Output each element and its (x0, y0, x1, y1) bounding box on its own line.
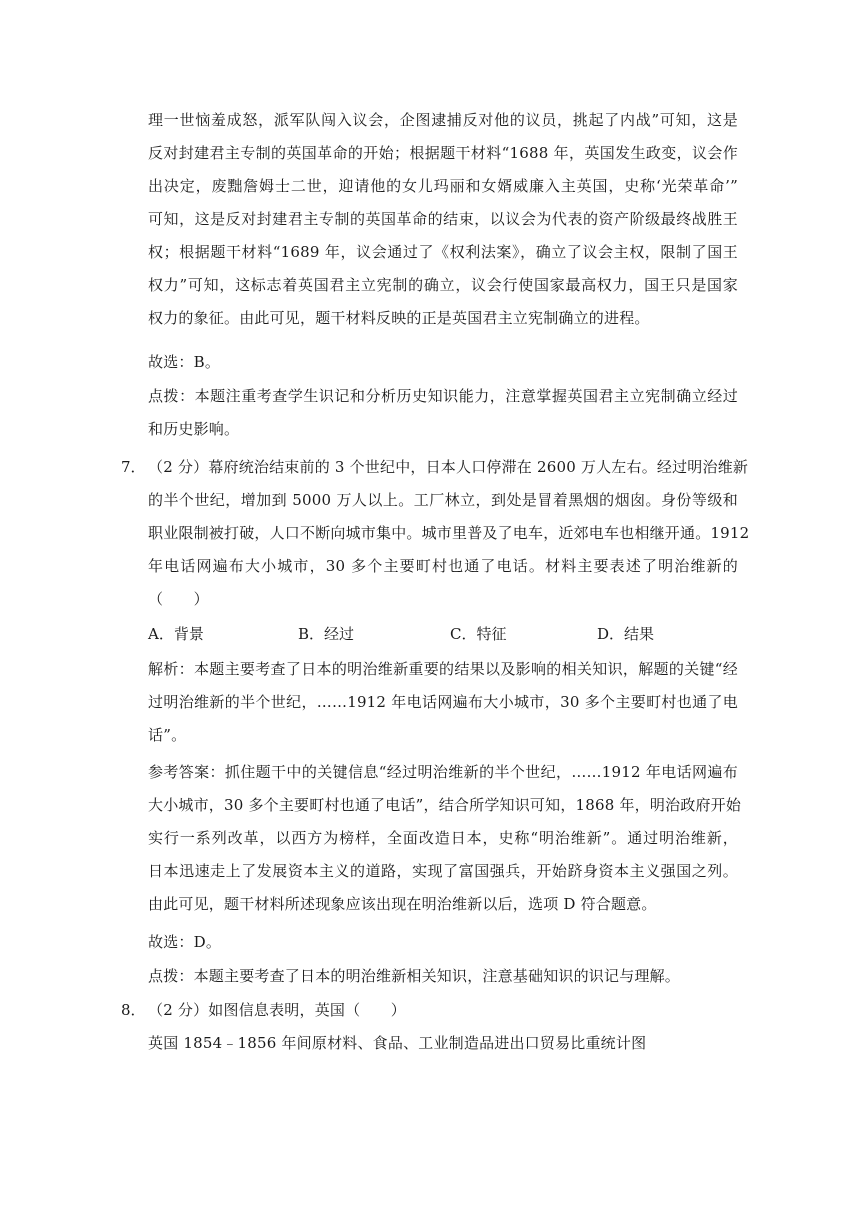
q7-analysis-line: 过明治维新的半个世纪，……1912 年电话网遍布大小城市，30 多个主要町村也通了电 (148, 693, 738, 711)
q6-tip-line: 点拨：本题注重考查学生识记和分析历史知识能力，注意掌握英国君主立宪制确立经过 (148, 387, 738, 405)
q8-stem-text: （2 分）如图信息表明，英国（ ） (148, 1001, 406, 1019)
q7-number: 7． (121, 458, 146, 476)
q7-stem-line: （2 分）幕府统治结束前的 3 个世纪中，日本人口停滞在 2600 万人左右。经过明治维新 (148, 458, 749, 476)
q8-stem (148, 994, 738, 1027)
q7-tip-text: 点拨：本题主要考查了日本的明治维新相关知识，注意基础知识的识记与理解。 (148, 967, 681, 985)
q7-analysis-line: 解析：本题主要考查了日本的明治维新重要的结果以及影响的相关知识，解题的关键“经 (148, 660, 738, 678)
q6-analysis-line: 权力”可知，这标志着英国君主立宪制的确立，议会行使国家最高权力，国王只是国家 (148, 276, 738, 294)
q7-analysis-line: 话”。 (148, 726, 187, 744)
q8-number: 8． (121, 1001, 146, 1019)
q7-answer (148, 926, 738, 959)
q7-reference-line: 实行一系列改革，以西方为榜样，全面改造日本，史称“明治维新”。通过明治维新， (148, 829, 738, 847)
q7-reference-line: 日本迅速走上了发展资本主义的道路，实现了富国强兵，开始跻身资本主义强国之列。 (148, 862, 738, 880)
q7-stem (148, 451, 750, 616)
q7-analysis (148, 653, 738, 752)
q6-analysis (148, 104, 738, 335)
q8-figure-caption-text: 英国 1854﹣1856 年间原材料、食品、工业制造品进出口贸易比重统计图 (148, 1034, 647, 1052)
q7-reference-line: 参考答案：抓住题干中的关键信息“经过明治维新的半个世纪，……1912 年电话网遍布 (148, 763, 738, 781)
q7-option-a: A．背景 (148, 625, 204, 643)
q7-option-b: B．经过 (298, 625, 355, 643)
q6-analysis-line: 出决定，废黜詹姆士二世，迎请他的女儿玛丽和女婿威廉入主英国，史称‘光荣革命’” (148, 177, 738, 195)
q7-stem-line: 年电话网遍布大小城市，30 多个主要町村也通了电话。材料主要表述了明治维新的 (148, 557, 738, 575)
q7-stem-line: （ ） (148, 590, 209, 608)
q6-analysis-line: 反对封建君主专制的英国革命的开始；根据题干材料“1688 年，英国发生政变，议会作 (148, 144, 738, 162)
q7-reference-line: 由此可见，题干材料所述现象应该出现在明治维新以后，选项 D 符合题意。 (148, 895, 657, 913)
q7-reference-line: 大小城市，30 多个主要町村也通了电话”，结合所学知识可知，1868 年，明治政府开始 (148, 796, 742, 814)
q6-analysis-line: 权；根据题干材料“1689 年，议会通过了《权利法案》，确立了议会主权，限制了国王 (148, 243, 738, 261)
q6-analysis-line: 可知，这是反对封建君主专制的英国革命的结束，以议会为代表的资产阶级最终战胜王 (148, 210, 738, 228)
q8-figure-caption (148, 1027, 738, 1060)
q7-stem-line: 职业限制被打破，人口不断向城市集中。城市里普及了电车，近郊电车也相继开通。1912 (148, 524, 750, 542)
q7-tip (148, 960, 738, 993)
q6-answer-text: 故选：B。 (148, 353, 221, 371)
q6-analysis-line: 理一世恼羞成怒，派军队闯入议会，企图逮捕反对他的议员，挑起了内战”可知，这是 (148, 111, 738, 129)
q7-reference-answer (148, 756, 742, 921)
q6-analysis-line: 权力的象征。由此可见，题干材料反映的正是英国君主立宪制确立的进程。 (148, 309, 650, 327)
q6-answer (148, 346, 738, 379)
q7-options (148, 618, 738, 651)
q6-tip-line: 和历史影响。 (148, 420, 240, 438)
q7-stem-line: 的半个世纪，增加到 5000 万人以上。工厂林立，到处是冒着黑烟的烟囱。身份等级和 (148, 491, 738, 509)
q7-option-d: D．结果 (597, 625, 655, 643)
q7-option-c: C．特征 (450, 625, 507, 643)
q6-tip (148, 380, 738, 446)
q7-answer-text: 故选：D。 (148, 933, 222, 951)
